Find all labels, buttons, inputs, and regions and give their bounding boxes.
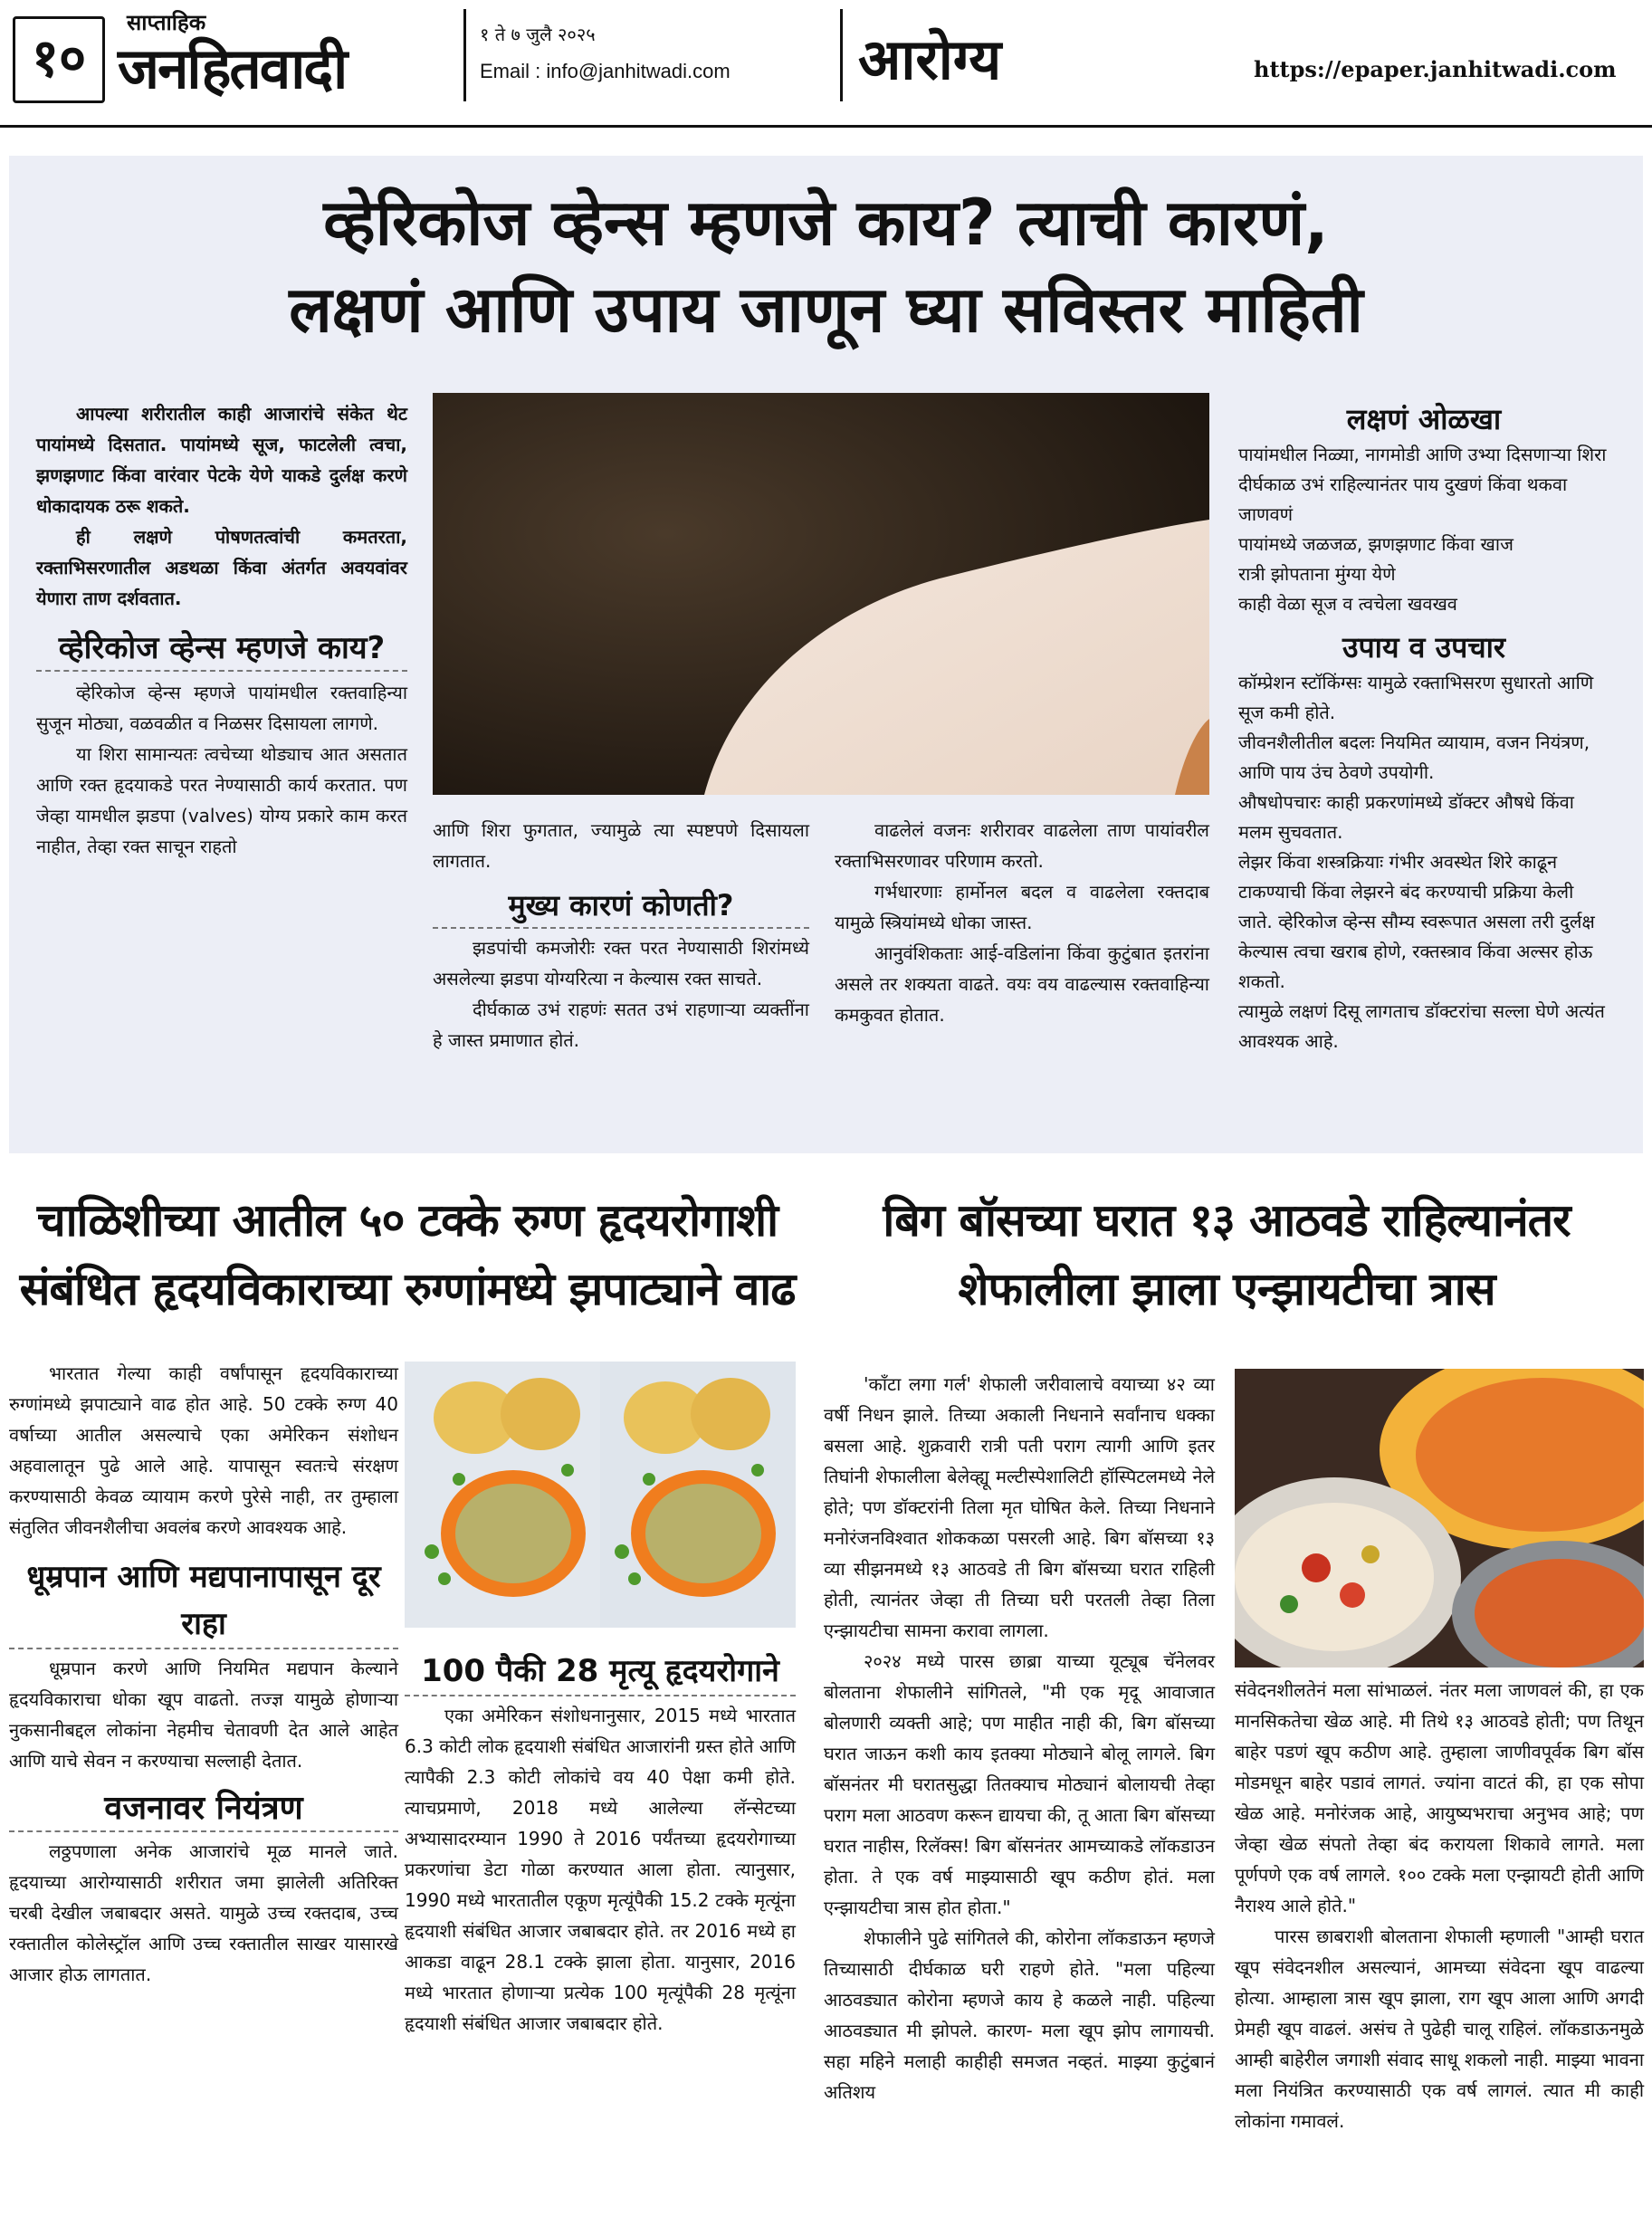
lead-headline-line: व्हेरिकोज व्हेन्स म्हणजे काय? त्याची कारणं, — [323, 186, 1329, 260]
paragraph: एका अमेरिकन संशोधनानुसार, 2015 मध्ये भारतात 6.3 कोटी लोक हृदयाशी संबंधित आजारांनी ग्रस्त होते आणि त्यापैकी 2.3 कोटी लोकांचे वय 40 पेक्षा कमी होते. त्याचप्रमाणे, 2018 मध्ये आलेल्या लॅन्सेटच्या अभ्यासादरम्यान 1990 ते 2016 पर्यंतच्या हृदयरोगाच्या प्रकरणांचा डेटा गोळा करण्यात आला होता. त्यानुसार, 1990 मध्ये भारतातील एकूण मृत्यूंपैकी 15.2 टक्के मृत्यूंना हृदयाशी संबंधित आजार जबाबदार होते. तर 2016 मध्ये हा आकडा वाढून 28.1 टक्के झाला होता. यानुसार, 2016 मध्ये भारतात होणाऱ्या प्रत्येक 100 मृत्यूंपैकी 28 मृत्यूंना हृदयाशी संबंधित आजार जबाबदार होते. — [405, 1705, 796, 2034]
paragraph: धूम्रपान करणे आणि नियमित मद्यपान केल्याने हृदयविकाराचा धोका खूप वाढतो. तज्ज्ञ यामुळे होणाऱ्या नुकसानीबद्दल लोकांना नेहमीच चेतावणी देत आले आहेत आणि याचे सेवन न करण्याचा सल्लाही देतात. — [9, 1658, 398, 1772]
paragraph: आणि शिरा फुगतात, ज्यामुळे त्या स्पष्टपणे दिसायला लागतात. — [433, 819, 809, 872]
heart-headline-line: संबंधित हृदयविकाराच्या रुग्णांमध्ये झपाट्याने वाढ — [19, 1263, 796, 1315]
list-item: पायांमध्ये जळजळ, झणझणाट किंवा खाज — [1238, 533, 1514, 555]
divider — [9, 1648, 398, 1649]
paragraph: 'काँटा लगा गर्ल' शेफाली जरीवालाचे वयाच्या ४२ व्या वर्षी निधन झाले. तिच्या अकाली निधनाने सर्वांनाच धक्का बसला आहे. शुक्रवारी रात्री पती पराग त्यागी आणि इतर तिघांनी शेफालीला बेलेव्ह्यू मल्टीस्पेशालिटी हॉस्पिटलमध्ये नेले होते; पण डॉक्टरांनी तिला मृत घोषित केले. तिच्या निधनाने मनोरंजनविश्वात शोककळा पसरली आहे. बिग बॉसच्या १३ व्या सीझनमध्ये १३ आठवडे ती बिग बॉसच्या घरात राहिली होती, त्यानंतर जेव्हा ती तिच्या घरी परतली तेव्हा तिला एन्झायटीचा सामना करावा लागला. — [824, 1373, 1215, 1641]
heart-column-1 — [9, 1358, 398, 1990]
lead-column-1 — [36, 398, 407, 862]
issue-date: १ ते ७ जुलै २०२५ — [480, 24, 596, 45]
divider — [9, 1830, 398, 1832]
list-item: जीवनशैलीतील बदलः नियमित व्यायाम, वजन नियंत्रण, आणि पाय उंच ठेवणे उपयोगी. — [1238, 731, 1590, 783]
paragraph: आपल्या शरीरातील काही आजारांचे संकेत थेट पायांमध्ये दिसतात. पायांमध्ये सूज, फाटलेली त्वचा, झणझणाट किंवा वारंवार पेटके येणे याकडे दुर्लक्ष करणे धोकादायक ठरू शकते. — [36, 403, 407, 517]
masthead-title[interactable]: जनहितवादी — [118, 35, 347, 101]
bigboss-column-1 — [824, 1369, 1215, 2107]
paragraph: २०२४ मध्ये पारस छाब्रा याच्या यूट्यूब चॅनेलवर बोलताना शेफालीने सांगितले, "मी एक मृदू आवाजात बोलणारी व्यक्ती आहे; पण माहीत नाही की, बिग बॉसच्या घरात जाऊन कशी काय इतक्या मोठ्याने बोलू लागले. बिग बॉसनंतर मी घरातसुद्धा तितक्याच मोठ्यानं बोलायची तेव्हा पराग मला आठवण करून द्यायचा की, तू आता बिग बॉसच्या घरात नाहीस, रिलॅक्स! बिग बॉसनंतर आमच्याकडे लॉकडाउन होता. ते एक वर्ष माझ्यासाठी खूप कठीण होतं. मला एन्झायटीचा त्रास होत होता." — [824, 1650, 1215, 1918]
heart-subhead: वजनावर नियंत्रण — [104, 1790, 303, 1827]
lead-column-3 — [835, 815, 1209, 1030]
masthead-rule — [0, 125, 1652, 128]
paragraph: भारतात गेल्या काही वर्षांपासून हृदयविकाराच्या रुग्णांमध्ये झपाट्याने वाढ होत आहे. 50 टक्के रुग्ण 40 वर्षाच्या आतील असल्याचे एका अमेरिकन संशोधन अहवालातून पुढे आले आहे. यापासून स्वतःचे संरक्षण करण्यासाठी केवळ व्यायाम करणे पुरेसे नाही, तर तुम्हाला संतुलित जीवनशैलीचा अवलंब करणे आवश्यक आहे. — [9, 1362, 398, 1538]
heart-headline-line: चाळिशीच्या आतील ५० टक्के रुग्ण हृदयरोगाशी — [36, 1194, 778, 1247]
masthead-divider — [840, 9, 843, 101]
paragraph: लठ्ठपणाला अनेक आजारांचे मूळ मानले जाते. हृदयाच्या आरोग्यासाठी शरीरात जमा झालेली अतिरिक्त चरबी देखील जबाबदार असते. यामुळे उच्च रक्तदाब, उच्च रक्तातील कोलेस्ट्रॉल आणि उच्च रक्तातील साखर यासारखे आजार होऊ लागतात. — [9, 1840, 398, 1985]
list-item: दीर्घकाळ उभं राहिल्यानंतर पाय दुखणं किंवा थकवा जाणवणं — [1238, 473, 1568, 525]
paragraph: ही लक्षणे पोषणतत्वांची कमतरता, रक्ताभिसरणातील अडथळा किंवा अंतर्गत अवयवांवर येणारा ताण दर्शवतात. — [36, 526, 407, 609]
bigboss-headline-line: शेफालीला झाला एन्झायटीचा त्रास — [958, 1263, 1495, 1315]
bigboss-headline — [806, 1186, 1647, 1324]
paragraph: गर्भधारणाः हार्मोनल बदल व वाढलेला रक्तदाब यामुळे स्त्रियांमध्ये धोका जास्त. — [835, 881, 1209, 933]
lead-headline — [36, 179, 1616, 353]
lead-column-2 — [433, 815, 809, 1056]
food-photo — [405, 1362, 796, 1628]
lead-sidebar — [1238, 398, 1609, 1056]
paragraph: पारस छाबराशी बोलताना शेफाली म्हणाली "आम्ही घरात खूप संवेदनशील असल्यानं, आमच्या संवेदना खूप वाढल्या होत्या. आम्हाला त्रास खूप झाला, राग खूप आला आणि अगदी प्रेमही खूप वाढलं. असंच ते पुढेही चालू राहिलं. लॉकडाऊनमुळे आम्ही बाहेरील जगाशी संवाद साधू शकलो नाही. माझ्या भावना मला नियंत्रित करण्यासाठी एक वर्ष लागलं. त्यात मी काही लोकांना गमावलं. — [1235, 1926, 1644, 2132]
list-item: त्यामुळे लक्षणं दिसू लागताच डॉक्टरांचा सल्ला घेणे अत्यंत आवश्यक आहे. — [1238, 1000, 1605, 1052]
divider — [36, 670, 407, 672]
sidebar-heading: लक्षणं ओळखा — [1346, 402, 1502, 436]
paragraph: आनुवंशिकताः आई-वडिलांना किंवा कुटुंबात इतरांना असले तर शक्यता वाढते. वयः वय वाढल्यास रक्तवाहिन्या कमकुवत होतात. — [835, 942, 1209, 1026]
lead-subhead: मुख्य कारणं कोणती? — [508, 888, 734, 922]
list-item: औषधोपचारः काही प्रकरणांमध्ये डॉक्टर औषधे किंवा मलम सुचवतात. — [1238, 791, 1574, 843]
list-item: कॉम्प्रेशन स्टॉकिंग्सः यामुळे रक्ताभिसरण सुधारतो आणि सूज कमी होते. — [1238, 672, 1594, 723]
lead-subhead: व्हेरिकोज व्हेन्स म्हणजे काय? — [58, 630, 386, 666]
paragraph: व्हेरिकोज व्हेन्स म्हणजे पायांमधील रक्तवाहिन्या सुजून मोठ्या, वळवळीत व निळसर दिसायला लागणे. — [36, 682, 407, 734]
heart-subhead: 100 पैकी 28 मृत्यू हृदयरोगाने — [421, 1653, 779, 1689]
paragraph: या शिरा सामान्यतः त्वचेच्या थोड्याच आत असतात आणि रक्त हृदयाकडे परत नेण्यासाठी कार्य करतात. पण जेव्हा यामधील झडपा (valves) योग्य प्रकारे काम करत नाहीत, तेव्हा रक्त साचून राहतो — [36, 743, 407, 857]
divider — [405, 1695, 796, 1696]
legs-photo-illustration — [433, 393, 1209, 795]
masthead-divider — [463, 9, 466, 101]
platter-photo-illustration — [1235, 1369, 1644, 1668]
heart-headline — [9, 1186, 806, 1324]
paragraph: शेफालीने पुढे सांगितले की, कोरोना लॉकडाऊन म्हणजे तिच्यासाठी दीर्घकाळ घरी राहणे होते. "मला पहिल्या आठवड्यात कोरोना म्हणजे काय हे कळले नाही. पहिल्या आठवड्यात मी झोपले. कारण- मला खूप झोप लागायची. सहा महिने मलाही काहीही समजत नव्हतं. माझ्या कुटुंबानं अतिशय — [824, 1927, 1215, 2103]
heart-column-2 — [405, 1648, 796, 2039]
list-item: लेझर किंवा शस्त्रक्रियाः गंभीर अवस्थेत शिरे काढून टाकण्याची किंवा लेझरने बंद करण्याची प्रक्रिया केली जाते. व्हेरिकोज व्हेन्स सौम्य स्वरूपात असला तरी दुर्लक्ष केल्यास त्वचा खराब होणे, रक्तस्त्राव किंवा अल्सर होऊ शकतो. — [1238, 851, 1595, 992]
masthead-kicker: साप्ताहिक — [127, 10, 206, 35]
list-item: पायांमधील निळ्या, नागमोडी आणि उभ्या दिसणाऱ्या शिरा — [1238, 444, 1607, 465]
paragraph: झडपांची कमजोरीः रक्त परत नेण्यासाठी शिरांमध्ये असलेल्या झडपा योग्यरित्या न केल्यास रक्त साचते. — [433, 937, 809, 989]
food-photo-illustration — [405, 1362, 796, 1628]
lead-photo — [433, 393, 1209, 795]
paragraph: वाढलेलं वजनः शरीरावर वाढलेला ताण पायांवरील रक्ताभिसरणावर परिणाम करतो. — [835, 819, 1209, 872]
food-photo — [1235, 1369, 1644, 1668]
contact-email[interactable]: Email : info@janhitwadi.com — [480, 60, 731, 82]
heart-subhead: धूम्रपान आणि मद्यपानापासून दूर राहा — [26, 1559, 381, 1642]
sidebar-heading: उपाय व उपचार — [1342, 630, 1506, 664]
epaper-link[interactable]: https://epaper.janhitwadi.com — [1254, 56, 1617, 82]
paragraph: संवेदनशीलतेनं मला सांभाळलं. नंतर मला जाणवलं की, हा एक मानसिकतेचा खेळ आहे. मी तिथे १३ आठवडे होती; पण तिथून बाहेर पडणं खूप कठीण आहे. तुम्हाला जाणीवपूर्वक बिग बॉस मोडमधून बाहेर पडावं लागतं. ज्यांना वाटतं की, हा एक सोपा खेळ आहे. मनोरंजक आहे, आयुष्यभराचा अनुभव आहे; पण जेव्हा खेळ संपतो तेव्हा बंद करायला शिकावे लागते. मला पूर्णपणे एक वर्ष लागले. १०० टक्के मला एन्झायटी होती आणि नैराश्य आले होते." — [1235, 1679, 1644, 1916]
list-item: काही वेळा सूज व त्वचेला खवखव — [1238, 593, 1457, 615]
paragraph: दीर्घकाळ उभं राहणंः सतत उभं राहणाऱ्या व्यक्तींना हे जास्त प्रमाणात होतं. — [433, 999, 809, 1051]
divider — [433, 927, 809, 929]
section-title: आरोग्य — [858, 26, 1002, 92]
page-number: १० — [13, 16, 105, 103]
lead-headline-line: लक्षणं आणि उपाय जाणून घ्या सविस्तर माहिती — [289, 272, 1363, 347]
bigboss-headline-line: बिग बॉसच्या घरात १३ आठवडे राहिल्यानंतर — [883, 1194, 1571, 1247]
bigboss-column-2 — [1235, 1675, 1644, 2136]
list-item: रात्री झोपताना मुंग्या येणे — [1238, 563, 1396, 585]
